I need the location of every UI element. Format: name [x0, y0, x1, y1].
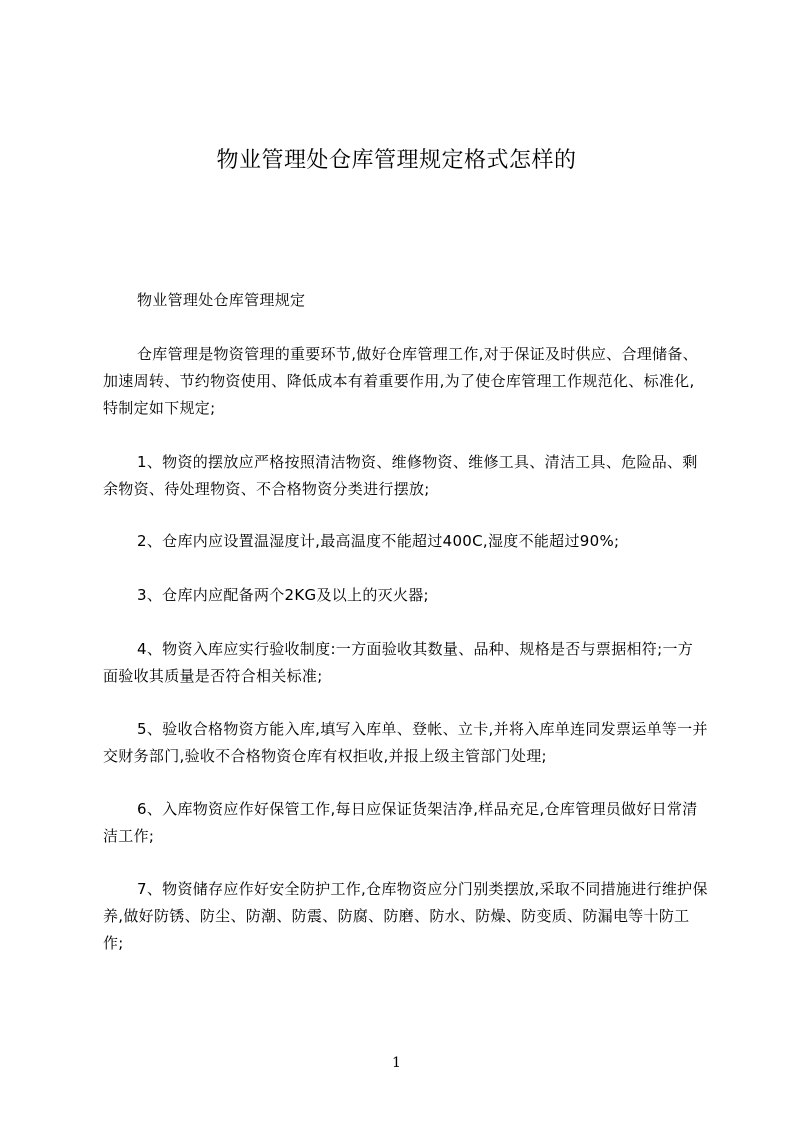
rule-item-1: 1、物资的摆放应严格按照清洁物资、维修物资、维修工具、清洁工具、危险品、剩余物资、待处理物资、不合格物资分类进行摆放;	[103, 453, 698, 498]
section-heading: 物业管理处仓库管理规定	[137, 291, 306, 309]
intro-paragraph: 仓库管理是物资管理的重要环节,做好仓库管理工作,对于保证及时供应、合理储备、加速周转、节约物资使用、降低成本有着重要作用,为了使仓库管理工作规范化、标准化,特制定如下规定;	[103, 345, 698, 417]
document-title: 物业管理处仓库管理规定格式怎样的	[216, 148, 577, 173]
rule-item-4: 4、物资入库应实行验收制度:一方面验收其数量、品种、规格是否与票据相符;一方面验收其质量是否符合相关标准;	[103, 640, 694, 685]
rule-item-3: 3、仓库内应配备两个2KG及以上的灭火器;	[137, 586, 429, 604]
rule-item-5: 5、验收合格物资方能入库,填写入库单、登帐、立卡,并将入库单连同发票运单等一并交财务部门,验收不合格物资仓库有权拒收,并报上级主管部门处理;	[103, 720, 708, 765]
page-number: 1	[392, 1055, 401, 1071]
rule-item-7: 7、物资储存应作好安全防护工作,仓库物资应分门别类摆放,采取不同措施进行维护保养,做好防锈、防尘、防潮、防震、防腐、防磨、防水、防燥、防变质、防漏电等十防工作;	[103, 880, 708, 952]
rule-item-6: 6、入库物资应作好保管工作,每日应保证货架洁净,样品充足,仓库管理员做好日常清洁工作;	[103, 800, 698, 845]
rule-item-2: 2、仓库内应设置温湿度计,最高温度不能超过400C,湿度不能超过90%;	[137, 532, 620, 550]
